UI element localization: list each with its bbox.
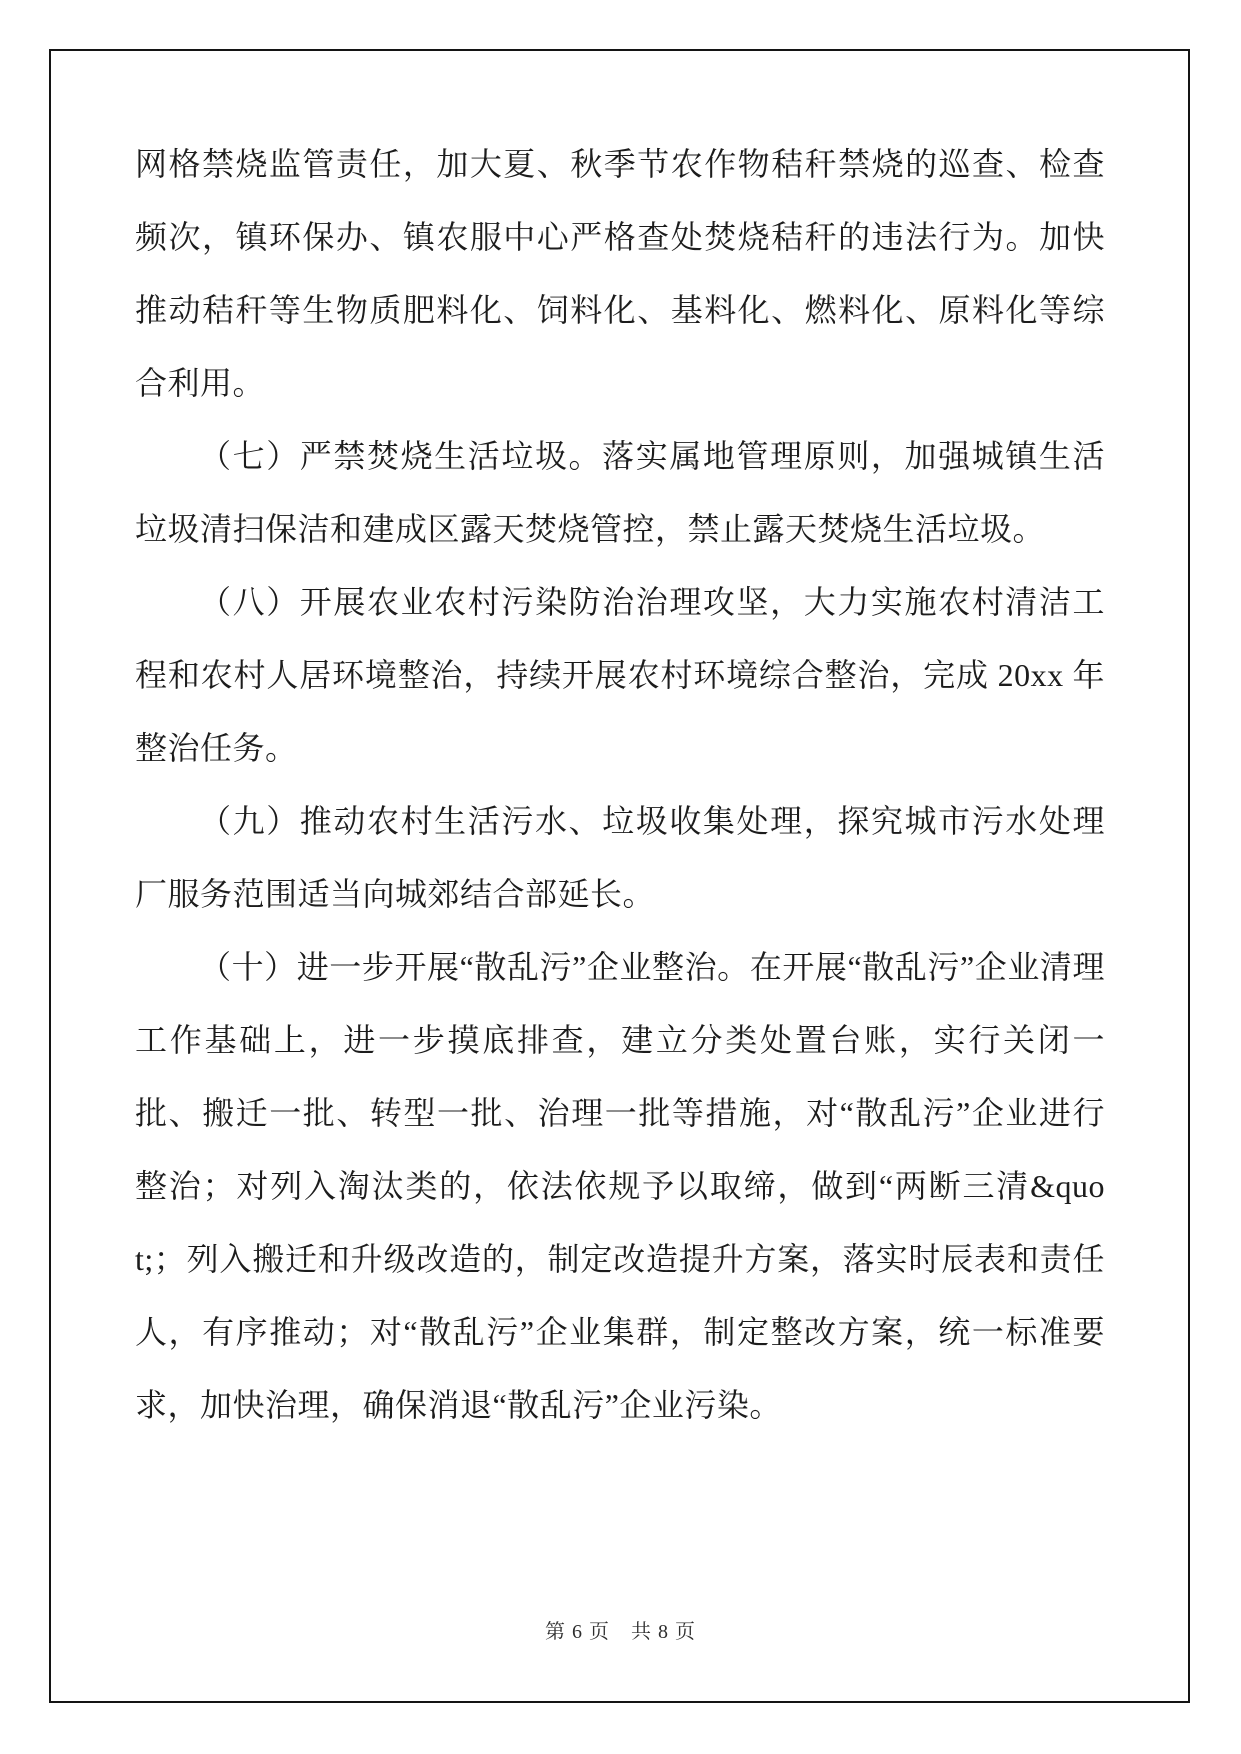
paragraph-item-7: （七）严禁焚烧生活垃圾。落实属地管理原则，加强城镇生活垃圾清扫保洁和建成区露天焚烧管控，禁止露天焚烧生活垃圾。 xyxy=(135,438,1105,547)
paragraph-item-10: （十）进一步开展“散乱污”企业整治。在开展“散乱污”企业清理工作基础上，进一步摸底排查，建立分类处置台账，实行关闭一批、搬迁一批、转型一批、治理一批等措施，对“散乱污”企业进行整治；对列入淘汰类的，依法依规予以取缔，做到“两断三清&quot;；列入搬迁和升级改造的，制定改造提升方案，落实时辰表和责任人，有序推动；对“散乱污”企业集群，制定整改方案，统一标准要求，加快治理，确保消退“散乱污”企业污染。 xyxy=(135,949,1105,1423)
paragraph-continuation: 网格禁烧监管责任，加大夏、秋季节农作物秸秆禁烧的巡查、检查频次，镇环保办、镇农服中心严格查处焚烧秸秆的违法行为。加快推动秸秆等生物质肥料化、饲料化、基料化、燃料化、原料化等综合利用。 xyxy=(135,146,1105,401)
paragraph-item-8: （八）开展农业农村污染防治治理攻坚，大力实施农村清洁工程和农村人居环境整治，持续开展农村环境综合整治，完成 20xx 年整治任务。 xyxy=(135,584,1105,766)
page-footer xyxy=(0,1618,1241,1646)
document-body xyxy=(135,128,1105,1442)
page-number-indicator: 第 6 页 共 8 页 xyxy=(545,1621,696,1643)
paragraph-item-9: （九）推动农村生活污水、垃圾收集处理，探究城市污水处理厂服务范围适当向城郊结合部延长。 xyxy=(135,803,1105,912)
